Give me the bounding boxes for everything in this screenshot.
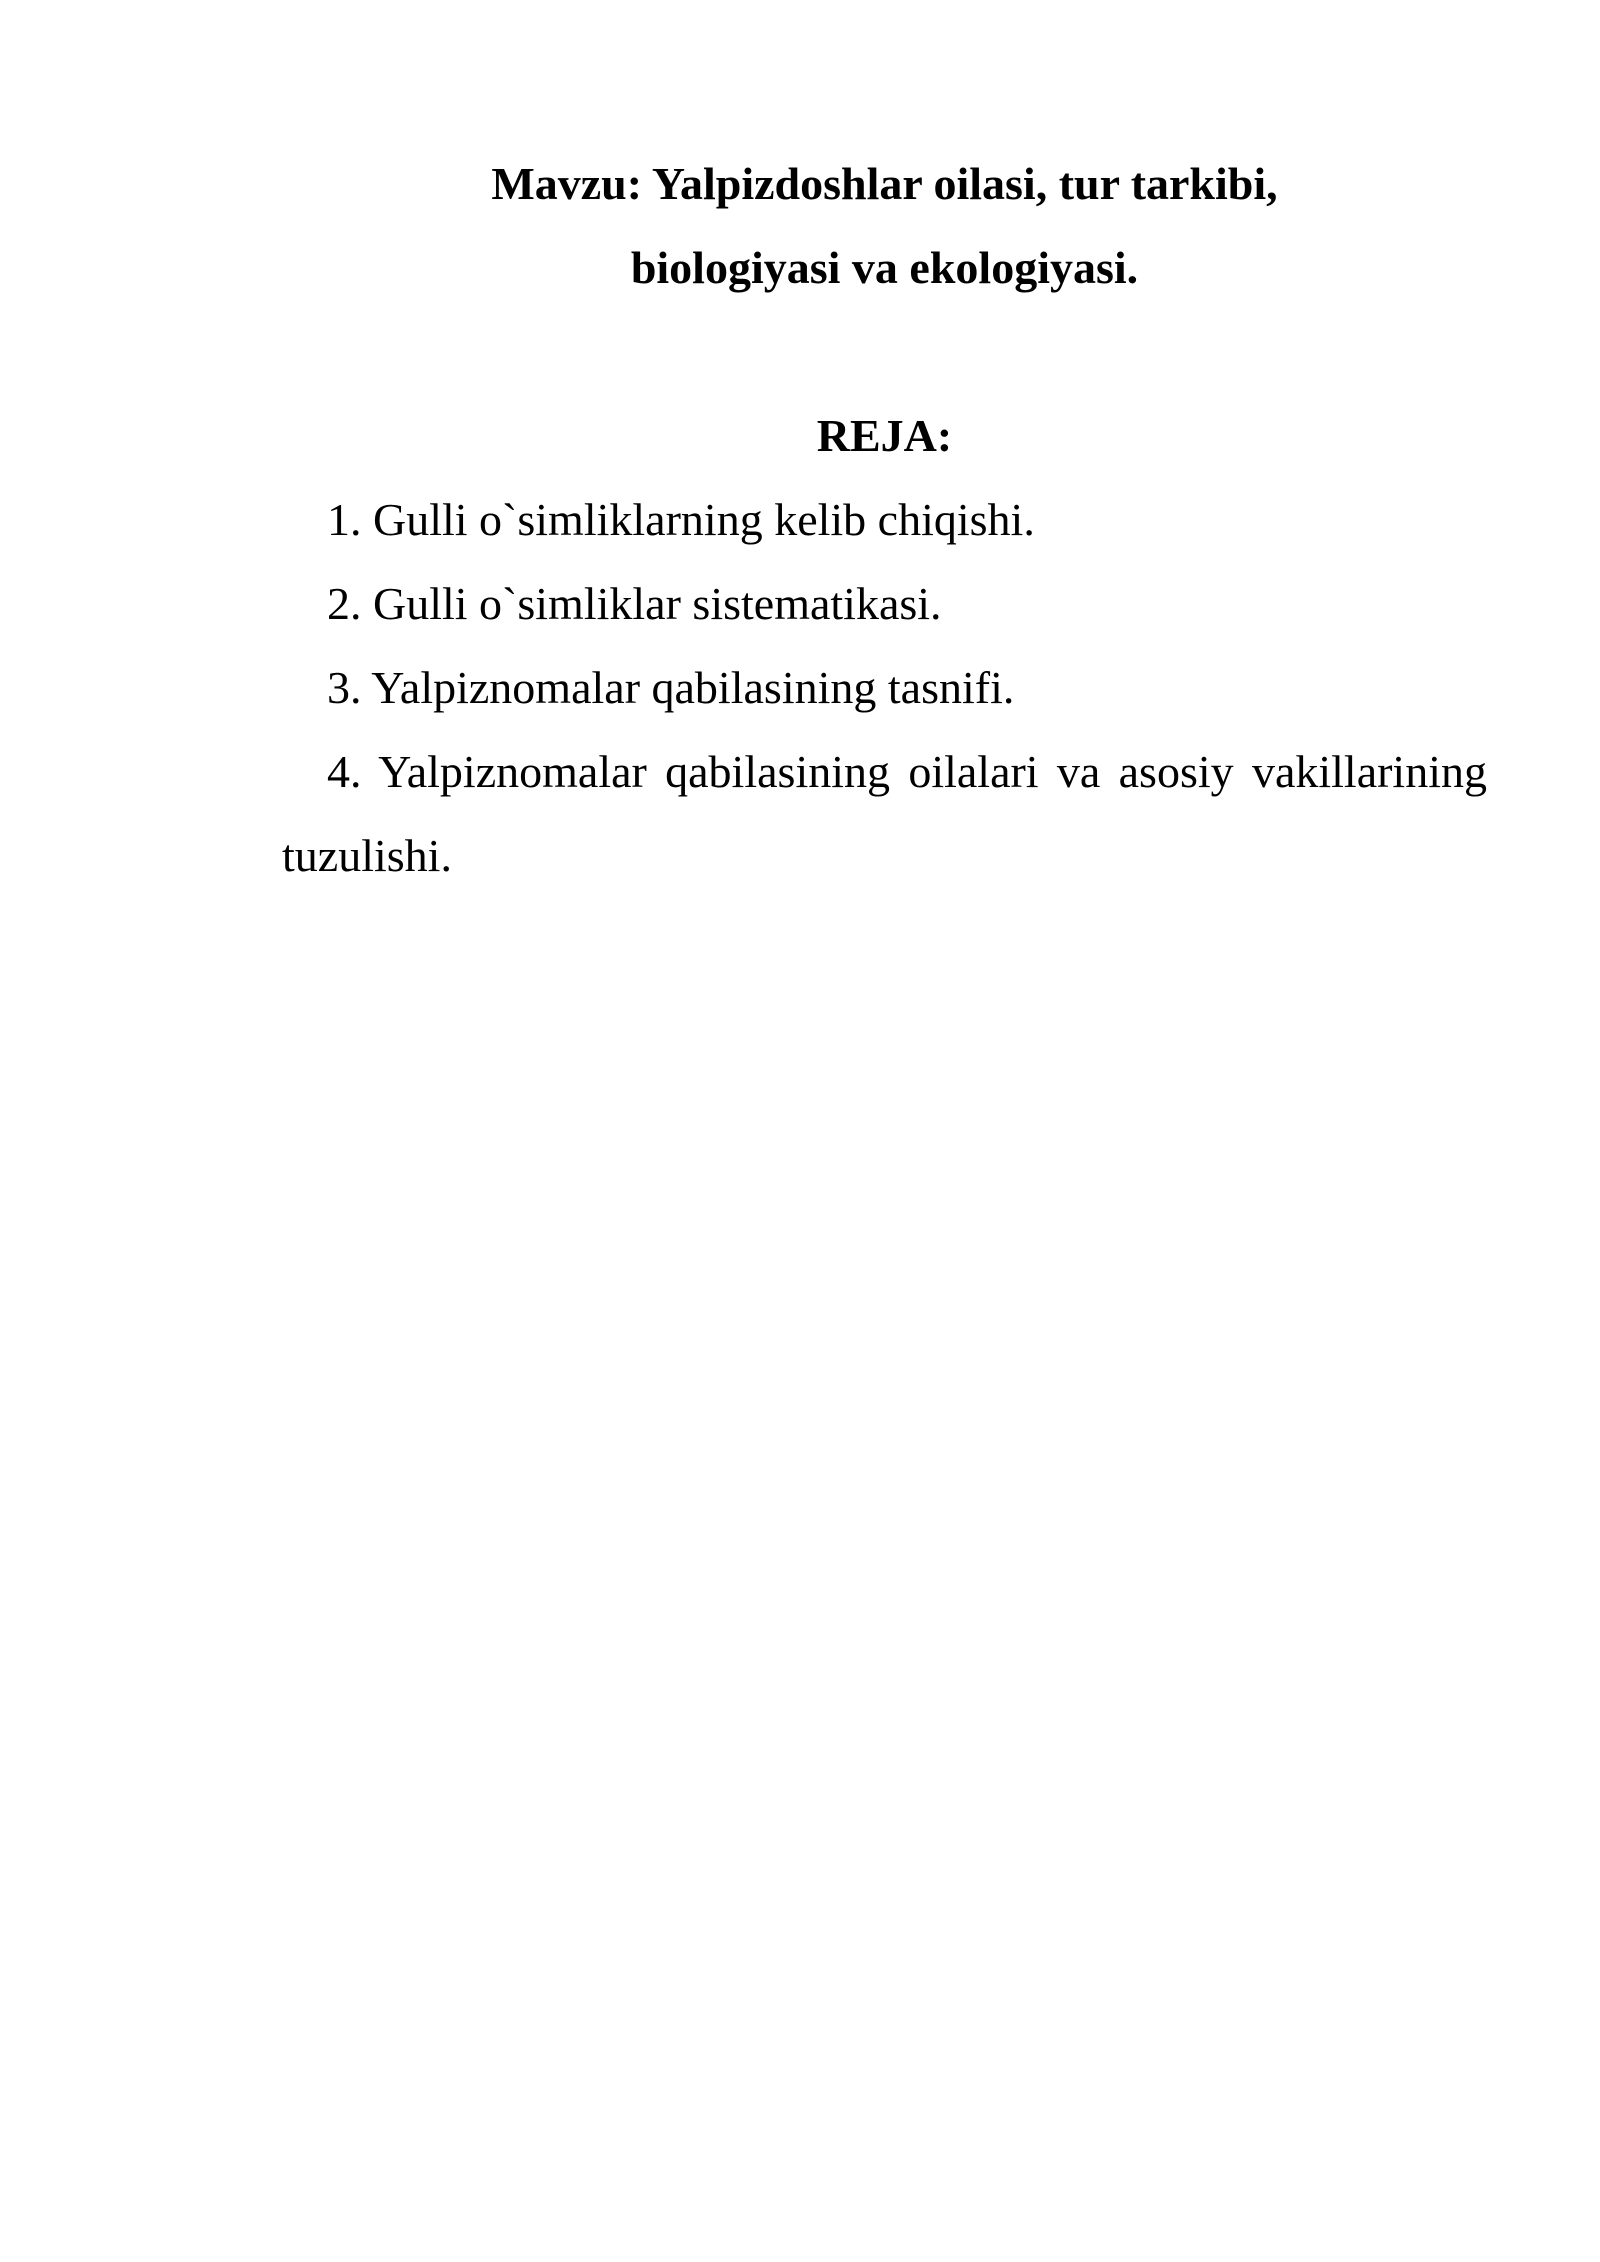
plan-item-3 — [282, 646, 1487, 730]
plan-item-text: Yalpiznomalar qabilasining tasnifi. — [371, 662, 1015, 713]
plan-item-number: 3. — [327, 662, 362, 713]
document-body — [282, 142, 1487, 898]
plan-item-number: 2. — [327, 578, 362, 629]
plan-list — [282, 478, 1487, 898]
plan-item-text: Gulli o`simliklarning kelib chiqishi. — [373, 494, 1035, 545]
plan-item-text: Gulli o`simliklar sistematikasi. — [373, 578, 942, 629]
plan-item-text: Yalpiznomalar qabilasining oilalari va asosiy vakillarining tuzulishi. — [282, 746, 1487, 881]
plan-item-4 — [282, 730, 1487, 898]
plan-heading: REJA: — [816, 410, 953, 461]
title-line-1: Mavzu: Yalpizdoshlar oilasi, tur tarkibi, — [491, 158, 1278, 209]
plan-item-1 — [282, 478, 1487, 562]
plan-item-2 — [282, 562, 1487, 646]
title-line-2: biologiyasi va ekologiyasi. — [630, 242, 1139, 293]
plan-item-number: 1. — [327, 494, 362, 545]
plan-item-number: 4. — [327, 746, 362, 797]
